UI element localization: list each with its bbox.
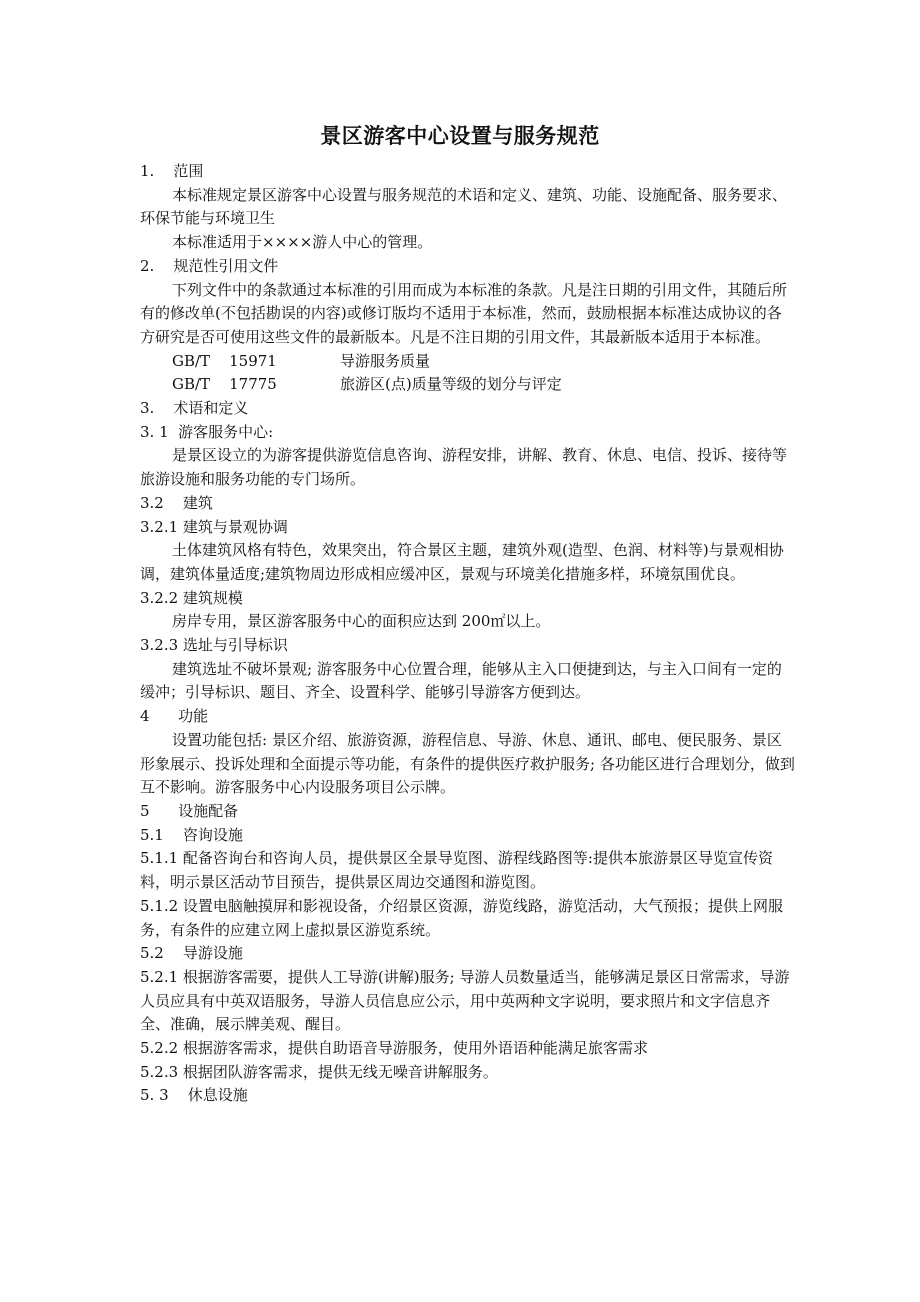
section-5-heading: 5 设施配备 [140,801,239,820]
reference-item [172,350,795,374]
section-3-2-1-paragraph: 土体建筑风格有特色，效果突出，符合景区主题，建筑外观(造型、色润、材料等)与景观相协调，建筑体量适度;建筑物周边形成相应缓冲区，景观与环境美化措施多样，环境氛围优良。 [140,541,784,583]
section-5-2-1-paragraph: 5.2.1 根据游客需要，提供人工导游(讲解)服务; 导游人员数量适当，能够满足景区日常需求，导游人员应具有中英双语服务，导游人员信息应公示，用中英两种文字说明，要求照片和文字信息齐全、准确，展示牌美观、醒目。 [140,967,790,1034]
section-5-1-2-paragraph: 5.1.2 设置电脑触摸屏和影视设备，介绍景区资源，游览线路，游览活动，大气预报；提供上网服务，有条件的应建立网上虚拟景区游览系统。 [140,896,783,939]
section-5-1-heading: 5.1 咨询设施 [140,825,243,844]
section-3-2-heading: 3.2 建筑 [140,493,213,512]
section-5-2-heading: 5.2 导游设施 [140,944,243,963]
section-4-paragraph: 设置功能包括: 景区介绍、旅游资源，游程信息、导游、休息、通讯、邮电、便民服务、景区形象展示、投诉处理和全面提示等功能，有条件的提供医疗救护服务; 各功能区进行合理划分，做到互不影响。游客服务中心内设服务项目公示牌。 [140,730,795,797]
reference-code: GB/T 17775 [172,375,277,394]
section-5-2-2-paragraph: 5.2.2 根据游客需求，提供自助语音导游服务，使用外语语种能满足旅客需求 [140,1039,648,1058]
section-1-paragraph-2: 本标准适用于××××游人中心的管理。 [172,233,433,252]
document-title: 景区游客中心设置与服务规范 [320,124,600,148]
section-2-heading: 2. 规范性引用文件 [140,256,279,275]
section-3-2-3-paragraph: 建筑选址不破坏景观; 游客服务中心位置合理，能够从主入口便捷到达，与主入口间有一定的缓冲；引导标识、题目、齐全、设置科学、能够引导游客方便到达。 [140,659,782,702]
section-2-paragraph-1: 下列文件中的条款通过本标准的引用而成为本标准的条款。凡是注日期的引用文件，其随后所有的修改单(不包括勘误的内容)或修订版均不适用于本标准，然而，鼓励根据本标准达成协议的各方研究是否可使用这些文件的最新版本。凡是不注日期的引用文件，其最新版本适用于本标准。 [140,280,788,346]
section-3-1-paragraph: 是景区设立的为游客提供游览信息咨询、游程安排，讲解、教育、休息、电信、投诉、接待等旅游设施和服务功能的专门场所。 [140,446,788,489]
section-4-heading: 4 功能 [140,707,209,726]
reference-name: 旅游区(点)质量等级的划分与评定 [340,375,562,394]
reference-code: GB/T 15971 [172,351,277,370]
section-5-1-1-paragraph: 5.1.1 配备咨询台和咨询人员，提供景区全景导览图、游程线路图等:提供本旅游景区导览宣传资料，明示景区活动节目预告，提供景区周边交通图和游览图。 [140,849,773,892]
reference-item [172,373,795,397]
section-5-3-heading: 5. 3 休息设施 [140,1086,248,1105]
section-3-1-heading: 3. 1 游客服务中心: [140,422,274,441]
section-3-2-3-heading: 3.2.3 选址与引导标识 [140,636,288,655]
reference-name: 导游服务质量 [340,351,431,370]
section-3-heading: 3. 术语和定义 [140,399,249,418]
section-3-2-1-heading: 3.2.1 建筑与景观协调 [140,517,288,536]
section-3-2-2-paragraph: 房岸专用，景区游客服务中心的面积应达到 200㎡以上。 [172,612,551,631]
section-5-2-3-paragraph: 5.2.3 根据团队游客需求，提供无线无噪音讲解服务。 [140,1062,498,1081]
document-body [140,160,795,1108]
section-1-heading: 1. 范围 [140,162,204,180]
section-3-2-2-heading: 3.2.2 建筑规模 [140,588,243,607]
section-1-paragraph-1: 本标准规定景区游客中心设置与服务规范的术语和定义、建筑、功能、设施配备、服务要求、环保节能与环境卫生 [140,185,788,228]
